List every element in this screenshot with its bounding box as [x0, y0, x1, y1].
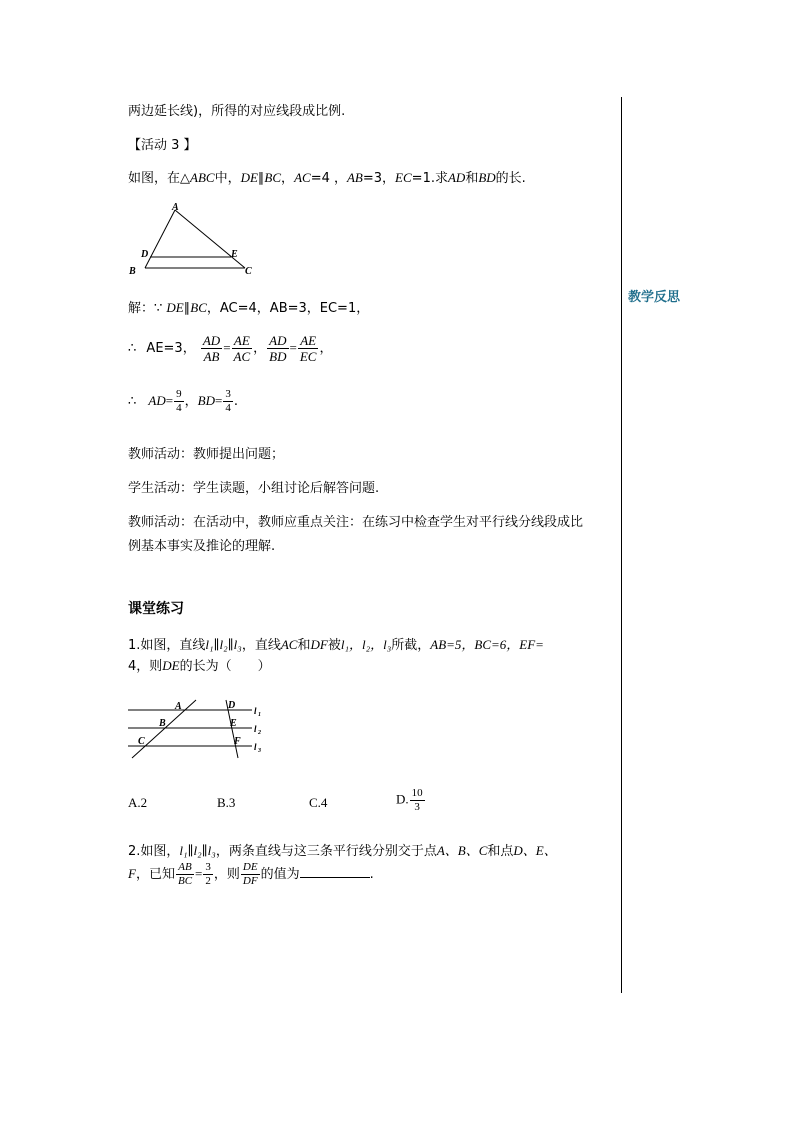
fig2-label-l1: l	[254, 706, 257, 716]
intro-line: 两边延长线)，所得的对应线段成比例.	[128, 104, 346, 119]
parallel-lines-figure	[126, 696, 271, 762]
solution-line3: ∴ AD= $\frac{9}{4}$ ，BD= $\frac{3}{4}$ .	[128, 388, 238, 414]
fig2-label-f: F	[234, 736, 241, 747]
teacher-activity-2-line2: 例基本事实及推论的理解.	[128, 539, 276, 554]
student-activity-1: 学生活动：学生读题，小组讨论后解答问题.	[128, 481, 380, 496]
fig1-label-d: D	[141, 249, 149, 260]
fig2-label-l2: l	[254, 724, 257, 734]
solution-line1: 解：∵ DE∥BC，AC=4，AB=3，EC=1，	[128, 300, 370, 316]
q1-option-a[interactable]: A.2	[128, 795, 148, 810]
practice-heading: 课堂练习	[128, 601, 184, 617]
fig1-label-e: E	[231, 249, 238, 260]
q2-answer-blank[interactable]	[300, 865, 370, 878]
fig1-label-c: C	[245, 266, 252, 277]
fig2-label-e: E	[230, 718, 237, 729]
svg-text:1: 1	[258, 712, 261, 718]
svg-text:3: 3	[258, 748, 261, 754]
q1-option-c[interactable]: C.4	[309, 795, 328, 810]
teacher-activity-2-line1: 教师活动：在活动中，教师应重点关注：在练习中检查学生对平行线分线段成比	[128, 515, 584, 530]
fig2-label-a: A	[175, 701, 182, 712]
activity3-title: 【活动 3 】	[128, 138, 197, 153]
sidebar-title: 教学反思	[628, 290, 681, 305]
q1-option-b[interactable]: B.3	[217, 795, 236, 810]
fig1-label-b: B	[129, 266, 136, 277]
q2-line2: F，已知 $\frac{AB}{BC}$ = $\frac{3}{2}$ ，则 $\frac{DE}{DF}$ 的值为 .	[128, 861, 374, 887]
q1-option-d[interactable]: D. $\frac{10}{3}$	[396, 787, 423, 813]
fig2-label-c: C	[138, 736, 145, 747]
q2-line1: 2.如图，l₁∥l₂∥l₃，两条直线与这三条平行线分别交于点A、B、C和点D、E、	[128, 843, 557, 859]
solution-line2: ∴ AE=3， $\frac{AD}{AB}$ = $\frac{AE}{AC}$ ， $\frac{AD}{BD}$ = $\frac{AE}{EC}$ ，	[128, 333, 333, 364]
fig2-label-l3: l	[254, 742, 257, 752]
fig2-label-d: D	[228, 700, 236, 711]
fig1-label-a: A	[172, 202, 179, 213]
column-divider	[621, 97, 622, 993]
q1-line1: 1.如图，直线l₁∥l₂∥l₃，直线AC和DF被l₁，l₂，l₃所截，AB=5，BC=6，EF=	[128, 637, 544, 653]
fig2-label-b: B	[159, 718, 166, 729]
svg-text:2: 2	[258, 730, 261, 736]
activity3-problem: 如图，在△ABC中，DE∥BC，AC=4 ，AB=3，EC=1.求AD和BD的长.	[128, 170, 526, 186]
q1-line2: 4，则DE的长为（ ）	[128, 658, 271, 674]
teacher-activity-1: 教师活动：教师提出问题；	[128, 447, 285, 462]
triangle-figure	[125, 198, 265, 280]
